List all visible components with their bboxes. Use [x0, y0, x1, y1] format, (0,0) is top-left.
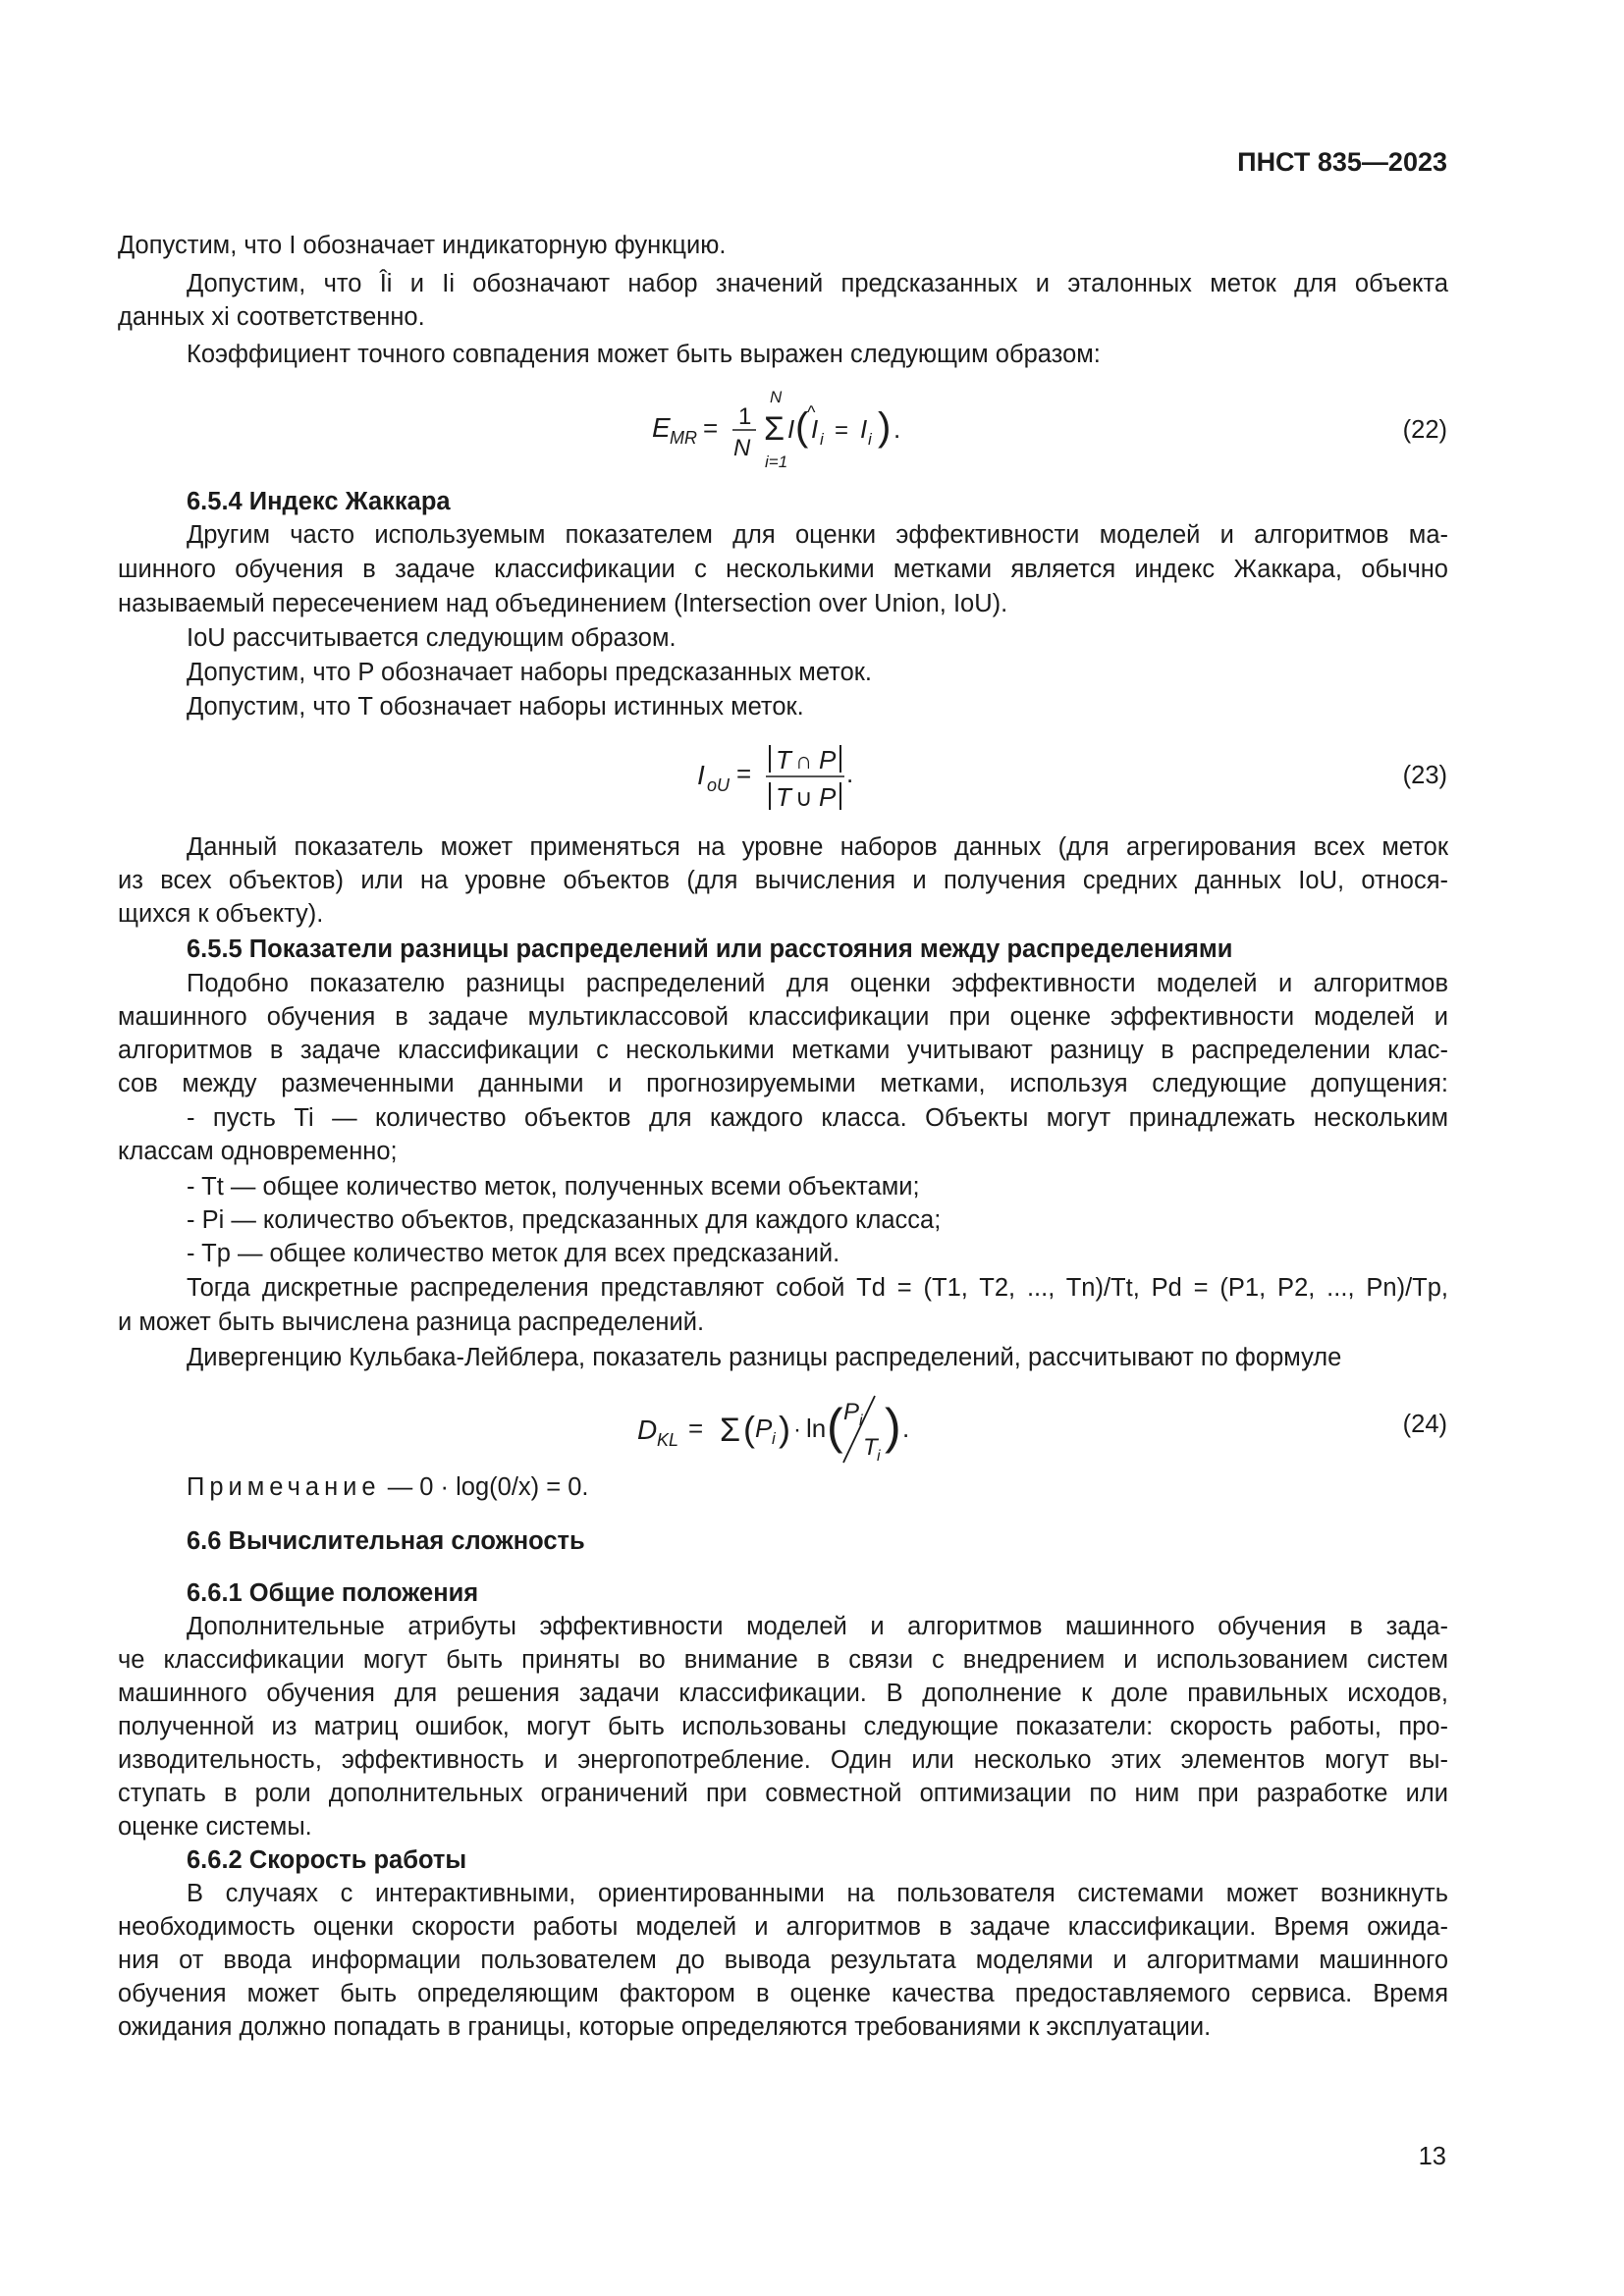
- paragraph-line: машинного обучения для решения задачи классификации. В дополнение к доле правильных исходов,: [118, 1680, 1448, 1707]
- paragraph-line: алгоритмов в задаче классификации с несколькими метками учитывают разницу в распределении клас-: [118, 1037, 1448, 1064]
- paragraph-line: сов между размеченными данными и прогнозируемыми метками, используя следующие допущения:: [118, 1070, 1448, 1097]
- svg-text:): ): [878, 405, 892, 449]
- svg-text:i=1: i=1: [765, 453, 788, 471]
- paragraph-line: необходимость оценки скорости работы моделей и алгоритмов в задаче классификации. Время ожида-: [118, 1913, 1448, 1941]
- paragraph-line: и может быть вычислена разница распределений.: [118, 1308, 705, 1336]
- svg-text:I: I: [860, 414, 868, 444]
- section-heading-6-6-2: 6.6.2 Скорость работы: [187, 1846, 467, 1874]
- paragraph-line: Коэффициент точного совпадения может быть выражен следующим образом:: [187, 341, 1101, 368]
- svg-text:i: i: [820, 430, 824, 449]
- paragraph-line: ожидания должно попадать в границы, которые определяются требованиями к эксплуатации.: [118, 2013, 1212, 2041]
- paragraph-line: Тогда дискретные распределения представляют собой Td = (T1, T2, ..., Tn)/Tt, Pd = (P1, P2, ..., Pn)/Tp,: [187, 1274, 1448, 1302]
- equation-24-number: (24): [1402, 1411, 1447, 1438]
- paragraph-line: обучения может быть определяющим фактором в оценке качества предоставляемого сервиса. Время: [118, 1980, 1448, 2007]
- equation-22: [650, 385, 915, 480]
- svg-text:E: E: [652, 412, 671, 443]
- paragraph-line: Дивергенцию Кульбака-Лейблера, показатель разницы распределений, рассчитывают по формуле: [187, 1344, 1342, 1371]
- svg-text:D: D: [637, 1415, 658, 1445]
- paragraph-line: шинного обучения в задаче классификации с несколькими метками является индекс Жаккара, обычно: [118, 556, 1448, 583]
- equation-23-number: (23): [1402, 762, 1447, 789]
- svg-text:=: =: [703, 413, 719, 443]
- paragraph-line: изводительность, эффективность и энергопотребление. Один или несколько этих элементов могут вы-: [118, 1746, 1448, 1774]
- svg-text:(: (: [743, 1409, 755, 1449]
- list-item: - Pi — количество объектов, предсказанных для каждого класса;: [187, 1206, 942, 1234]
- equation-22-formula: [650, 385, 915, 473]
- section-heading-6-6-1: 6.6.1 Общие положения: [187, 1579, 479, 1607]
- list-item: классам одновременно;: [118, 1138, 398, 1165]
- svg-text:i: i: [868, 430, 872, 449]
- paragraph-line: называемый пересечением над объединением (Intersection over Union, IoU).: [118, 590, 1008, 617]
- paragraph-line: Подобно показателю разницы распределений для оценки эффективности моделей и алгоритмов: [187, 970, 1448, 997]
- svg-text:I: I: [811, 414, 819, 444]
- paragraph-line: ступать в роли дополнительных ограничений при совместной оптимизации по ним при разработке или: [118, 1780, 1448, 1807]
- paragraph-line: Допустим, что Îi и Ii обозначают набор значений предсказанных и эталонных меток для объекта: [187, 270, 1448, 297]
- svg-text:^: ^: [807, 402, 816, 422]
- svg-text:N: N: [733, 435, 751, 461]
- note: [187, 1470, 589, 1504]
- equation-24-formula: [633, 1382, 947, 1476]
- svg-text:ln: ln: [806, 1414, 827, 1443]
- equation-23: [687, 731, 884, 832]
- section-heading-6-5-5: 6.5.5 Показатели разницы распределений или расстояния между распределениями: [187, 935, 1233, 963]
- svg-text:.: .: [893, 414, 901, 444]
- svg-text:1: 1: [738, 403, 752, 430]
- paragraph-line: из всех объектов) или на уровне объектов (для вычисления и получения средних данных IoU, относя-: [118, 867, 1448, 894]
- note-text: — 0 · log(0/x) = 0.: [387, 1473, 589, 1501]
- paragraph-line: IoU рассчитывается следующим образом.: [187, 624, 677, 652]
- svg-text:): ): [779, 1409, 790, 1449]
- paragraph-line: Допустим, что T обозначает наборы истинных меток.: [187, 693, 804, 721]
- svg-text:=: =: [835, 417, 849, 444]
- list-item: - пусть Ti — количество объектов для каждого класса. Объекты могут принадлежать нескольким: [187, 1104, 1448, 1132]
- svg-text:=: =: [688, 1414, 704, 1443]
- svg-text:i: i: [772, 1429, 776, 1448]
- svg-text:∪: ∪: [795, 785, 813, 812]
- paragraph-line: ния от ввода информации пользователем до вывода результата моделями и алгоритмами машинного: [118, 1947, 1448, 1974]
- paragraph-line: оценке системы.: [118, 1813, 312, 1841]
- list-item: - Tt — общее количество меток, полученных всеми объектами;: [187, 1173, 920, 1201]
- paragraph-line: Другим часто используемым показателем для оценки эффективности моделей и алгоритмов ма-: [187, 521, 1448, 549]
- svg-text:T: T: [776, 782, 791, 812]
- section-heading-6-6: 6.6 Вычислительная сложность: [187, 1527, 585, 1555]
- svg-text:Σ: Σ: [720, 1412, 741, 1449]
- svg-text:P: P: [843, 1399, 860, 1425]
- svg-text:P: P: [819, 745, 837, 774]
- paragraph-line: Допустим, что I обозначает индикаторную функцию.: [118, 232, 727, 259]
- svg-text:I: I: [697, 760, 705, 790]
- paragraph-line: че классификации могут быть приняты во внимание в связи с внедрением и использованием систем: [118, 1646, 1448, 1674]
- equation-24: [633, 1382, 947, 1483]
- svg-text:.: .: [846, 759, 854, 788]
- svg-text:KL: KL: [657, 1430, 679, 1450]
- document-code: ПНСТ 835—2023: [1237, 147, 1447, 177]
- svg-text:(: (: [827, 1399, 843, 1454]
- page-number: 13: [1418, 2143, 1446, 2170]
- equation-22-number: (22): [1402, 416, 1447, 444]
- svg-text:T: T: [863, 1434, 878, 1461]
- paragraph-line: Дополнительные атрибуты эффективности моделей и алгоритмов машинного обучения в зада-: [187, 1613, 1448, 1640]
- paragraph-line: В случаях с интерактивными, ориентированными на пользователя системами может возникнуть: [187, 1880, 1448, 1907]
- paragraph-line: данных xi соответственно.: [118, 303, 425, 331]
- svg-text:=: =: [736, 759, 752, 788]
- paragraph-line: Допустим, что P обозначает наборы предсказанных меток.: [187, 659, 872, 686]
- svg-text:P: P: [819, 782, 837, 812]
- section-heading-6-5-4: 6.5.4 Индекс Жаккара: [187, 488, 451, 515]
- svg-text:I: I: [787, 414, 795, 444]
- svg-text:i: i: [859, 1413, 863, 1429]
- paragraph-line: щихся к объекту).: [118, 900, 324, 928]
- svg-text:T: T: [776, 745, 791, 774]
- svg-text:∩: ∩: [795, 748, 813, 774]
- paragraph-line: Данный показатель может применяться на уровне наборов данных (для агрегирования всех меток: [187, 833, 1448, 861]
- list-item: - Tp — общее количество меток для всех предсказаний.: [187, 1240, 840, 1267]
- svg-text:.: .: [902, 1414, 910, 1443]
- svg-text:(: (: [795, 405, 809, 449]
- svg-text:·: ·: [793, 1416, 801, 1443]
- svg-text:P: P: [755, 1414, 773, 1443]
- paragraph-line: машинного обучения в задаче мультиклассовой классификации при оценке эффективности моделей и: [118, 1003, 1448, 1031]
- svg-text:): ): [885, 1399, 901, 1454]
- note-label: Примечание: [187, 1473, 381, 1501]
- svg-text:N: N: [770, 388, 783, 406]
- paragraph-line: полученной из матриц ошибок, могут быть использованы следующие показатели: скорость работы, про-: [118, 1713, 1448, 1740]
- svg-text:i: i: [877, 1448, 881, 1465]
- svg-text:MR: MR: [670, 428, 697, 448]
- svg-text:Σ: Σ: [764, 410, 785, 448]
- equation-23-formula: [687, 731, 884, 826]
- svg-text:oU: oU: [707, 775, 731, 795]
